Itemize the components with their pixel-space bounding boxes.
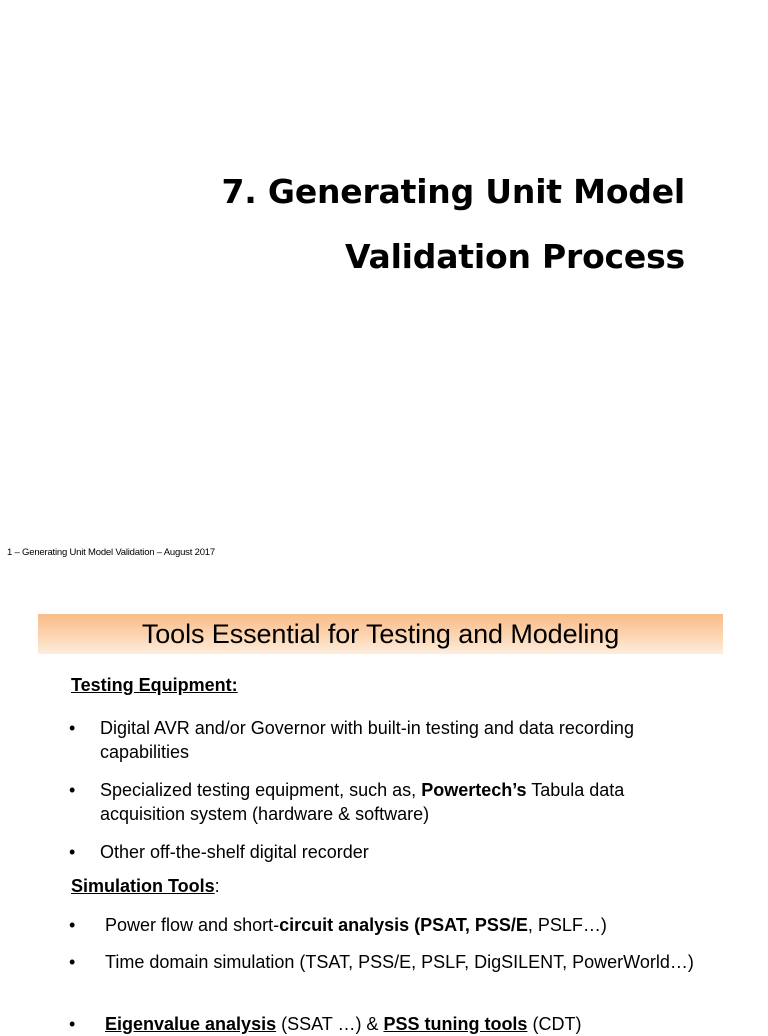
text-run: Tabula data acquisition system (hardware & software) <box>100 780 625 824</box>
banner-title: Tools Essential for Testing and Modeling <box>141 619 620 649</box>
bullet-icon: • <box>69 915 76 935</box>
text-run: Power flow and short- <box>105 915 280 935</box>
bullet-icon: • <box>69 718 76 738</box>
bold-text-run: Powertech’s <box>421 780 527 800</box>
bullet-icon: • <box>69 952 76 972</box>
slide-footer: 1 – Generating Unit Model Validation – August 2017 <box>7 547 215 558</box>
list-item-text <box>100 778 700 826</box>
list-item-text <box>105 913 705 937</box>
list-item-text: Other off-the-shelf digital recorder <box>100 842 369 862</box>
bold-text-run: circuit analysis (PSAT, PSS/E <box>279 915 528 935</box>
bold-text-run: PSS tuning tools <box>383 1014 528 1034</box>
testing-equipment-heading <box>71 675 238 696</box>
text-run: , PSLF…) <box>527 915 607 935</box>
heading-suffix: : <box>214 876 220 896</box>
simulation-tools-heading-text: Simulation Tools <box>71 876 215 896</box>
text-run: Specialized testing equipment, such as, <box>100 780 422 800</box>
list-item-text: Digital AVR and/or Governor with built-in testing and data recording capabilities <box>100 718 634 762</box>
bullet-icon: • <box>69 1014 76 1034</box>
slide-title-line-2: Validation Process <box>344 237 685 276</box>
text-run: (SSAT …) & <box>276 1014 384 1034</box>
list-item-text <box>105 1012 705 1036</box>
testing-equipment-heading-text: Testing Equipment: <box>71 675 238 695</box>
bullet-icon: • <box>69 842 76 862</box>
bold-text-run: Eigenvalue analysis <box>105 1014 277 1034</box>
slide-title-line-1: 7. Generating Unit Model <box>221 172 685 211</box>
bullet-icon: • <box>69 780 76 800</box>
title-banner <box>38 614 723 654</box>
list-item-text: Time domain simulation (TSAT, PSS/E, PSLF, DigSILENT, PowerWorld…) <box>105 952 694 972</box>
simulation-tools-heading <box>71 876 220 897</box>
text-run: (CDT) <box>527 1014 582 1034</box>
